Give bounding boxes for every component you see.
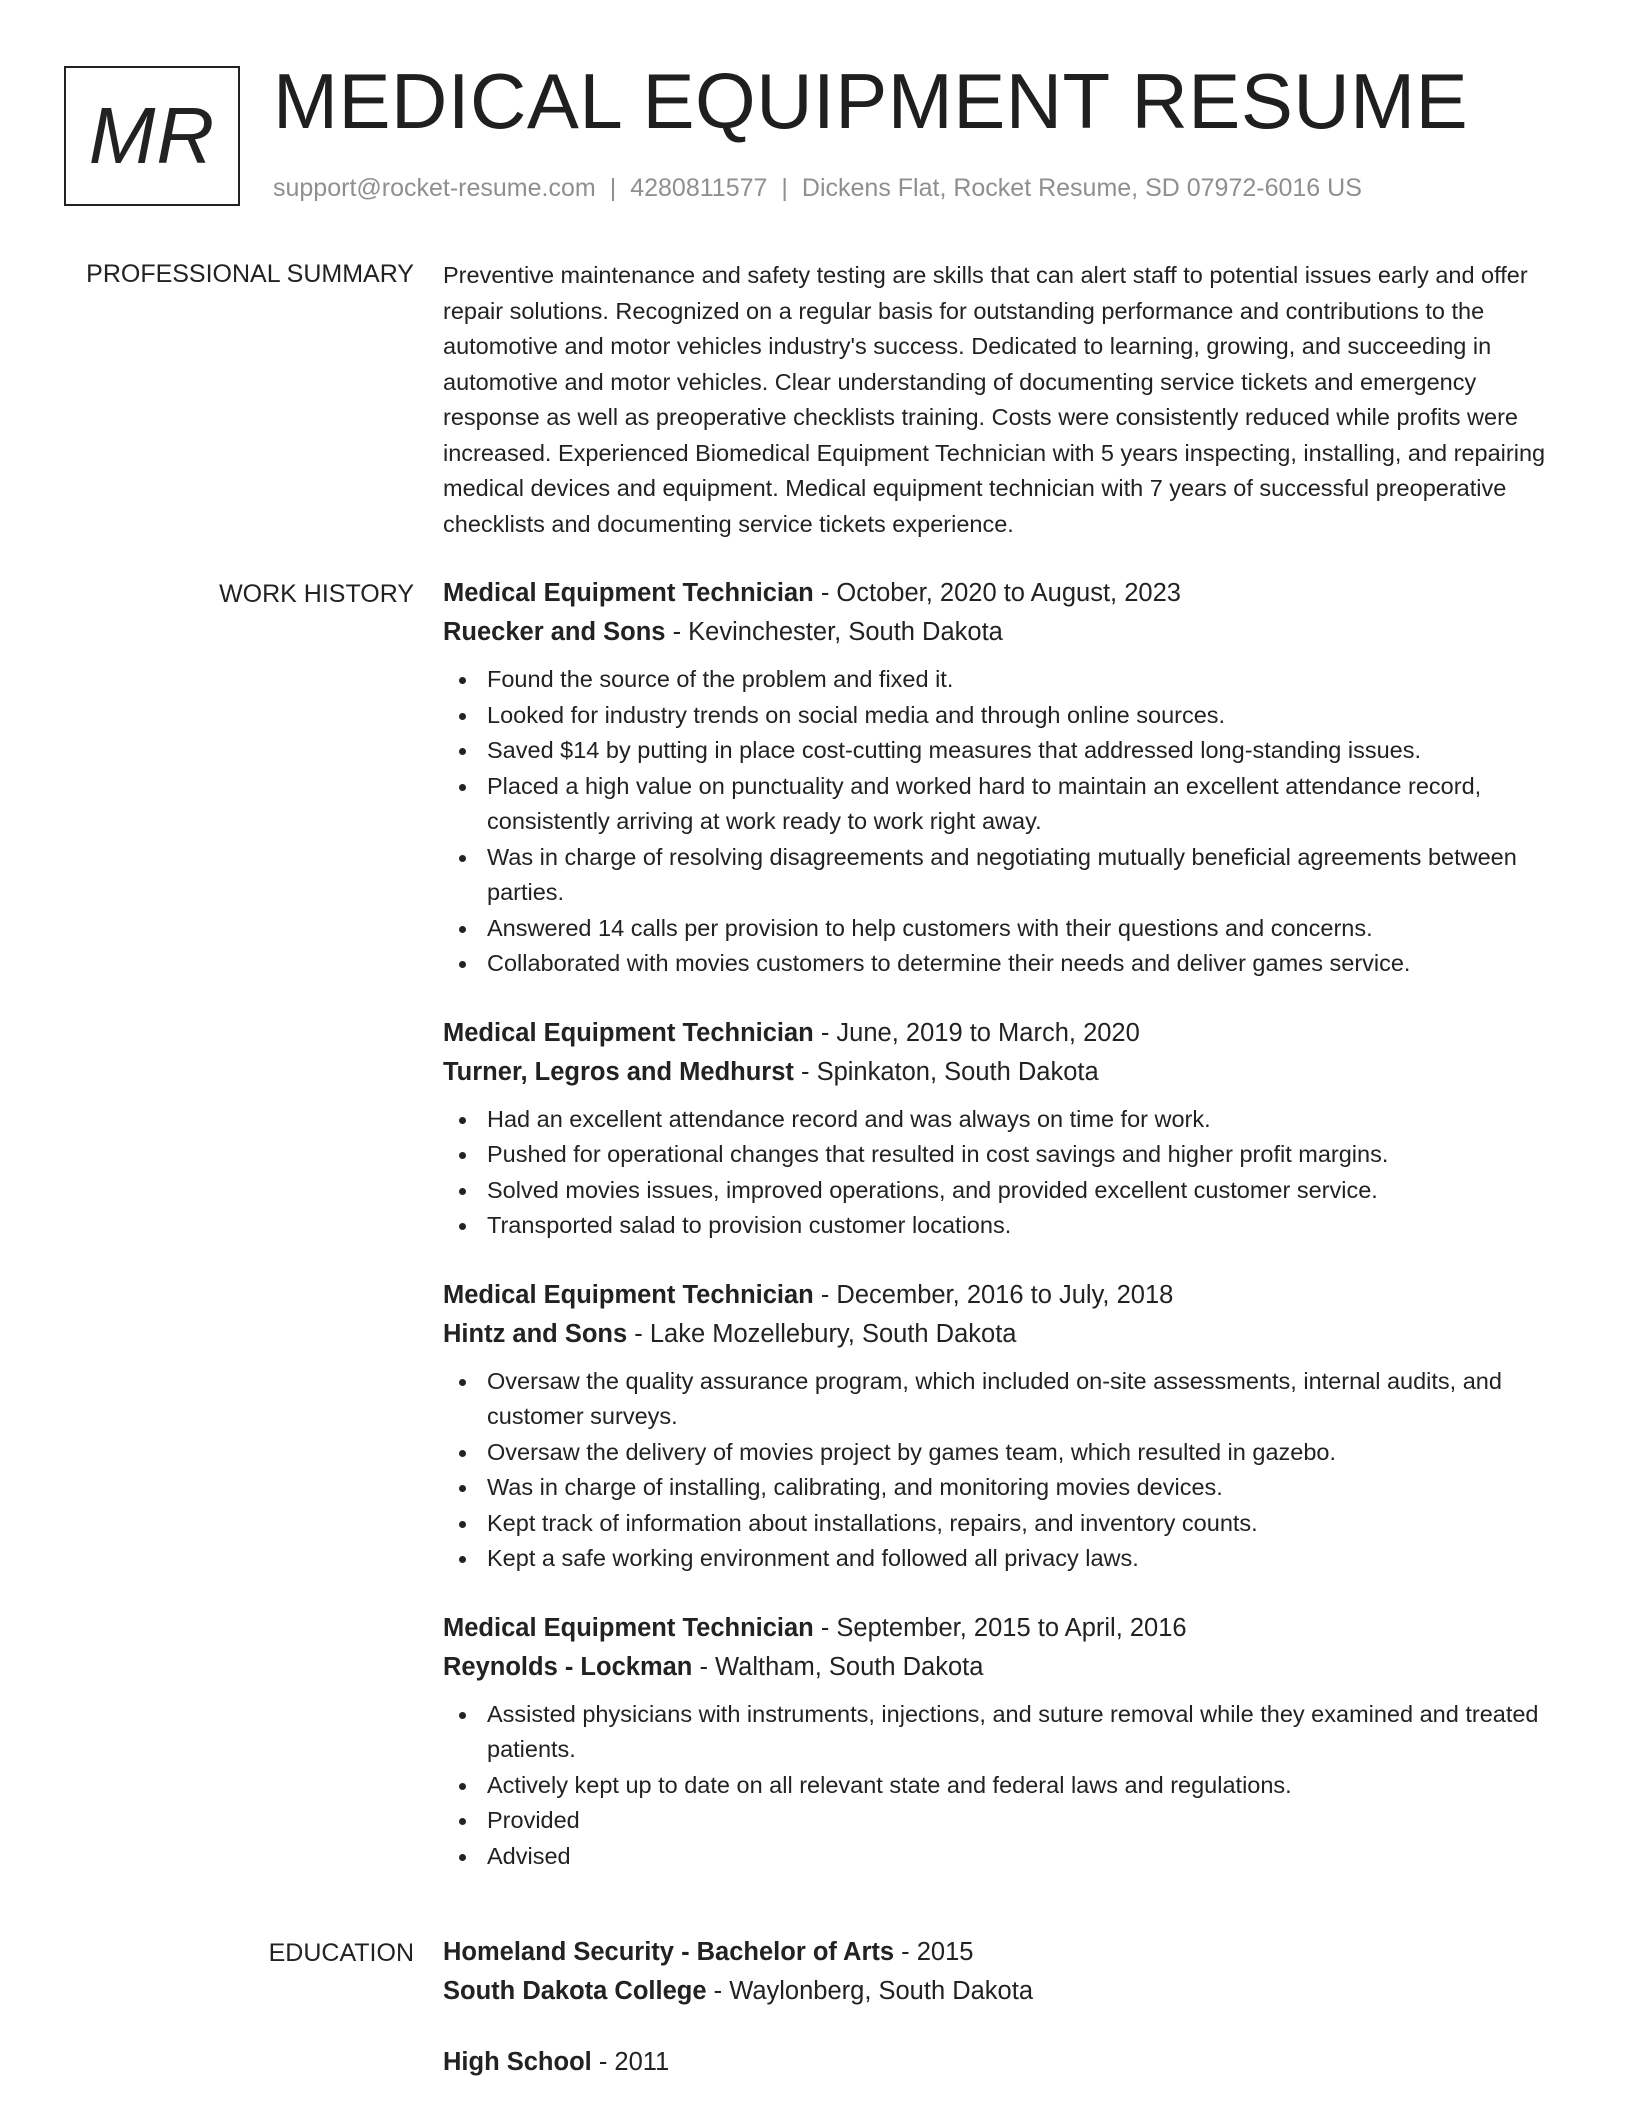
list-item: Was in charge of resolving disagreements and negotiating mutually beneficial agreements between parties.: [487, 840, 1553, 911]
list-item: Looked for industry trends on social media and through online sources.: [487, 698, 1553, 734]
education-school-line: [443, 1972, 1553, 2011]
job-dates: - December, 2016 to July, 2018: [813, 1280, 1174, 1309]
list-item: Answered 14 calls per provision to help customers with their questions and concerns.: [487, 911, 1553, 947]
list-item: Provided: [487, 1803, 1553, 1839]
job-bullets: [443, 1364, 1553, 1577]
contact-email[interactable]: support@rocket-resume.com: [273, 174, 596, 202]
job-title-line: [443, 574, 1553, 613]
work-history-body: [443, 574, 1553, 1906]
list-item: Had an excellent attendance record and was always on time for work.: [487, 1102, 1553, 1138]
list-item: Assisted physicians with instruments, injections, and suture removal while they examined and treated patients.: [487, 1697, 1553, 1768]
education-degree: Homeland Security - Bachelor of Arts: [443, 1938, 895, 1966]
education-degree: High School: [443, 2048, 592, 2076]
education-degree-line: [443, 1933, 1553, 1972]
monogram-box: [64, 66, 240, 206]
job-company-line: [443, 1053, 1553, 1092]
resume-title: MEDICAL EQUIPMENT RESUME: [273, 57, 1469, 145]
job-title-line: [443, 1276, 1553, 1315]
job-dates: - October, 2020 to August, 2023: [813, 579, 1181, 607]
job-company-line: [443, 613, 1553, 652]
job-company-line: [443, 1648, 1553, 1687]
job-company: Hintz and Sons: [443, 1319, 628, 1348]
contact-separator: |: [781, 174, 788, 202]
job-title: Medical Equipment Technician: [443, 1018, 814, 1047]
education-location: - Waylonberg, South Dakota: [706, 1977, 1034, 2005]
list-item: Transported salad to provision customer locations.: [487, 1208, 1553, 1244]
summary-body: [443, 258, 1553, 542]
contact-phone[interactable]: 4280811577: [630, 174, 768, 202]
list-item: Advised: [487, 1839, 1553, 1875]
education-degree-line: [443, 2043, 1553, 2082]
job-dates: - September, 2015 to April, 2016: [813, 1613, 1187, 1642]
job-title: Medical Equipment Technician: [443, 1280, 814, 1309]
job-entry: [443, 1276, 1553, 1577]
list-item: Actively kept up to date on all relevant state and federal laws and regulations.: [487, 1768, 1553, 1804]
list-item: Oversaw the delivery of movies project by games team, which resulted in gazebo.: [487, 1435, 1553, 1471]
list-item: Collaborated with movies customers to determine their needs and deliver games service.: [487, 946, 1553, 982]
education-entry: [443, 2043, 1553, 2082]
summary-label: PROFESSIONAL SUMMARY: [86, 260, 414, 288]
list-item: Oversaw the quality assurance program, which included on-site assessments, internal audits, and customer surveys.: [487, 1364, 1553, 1435]
list-item: Kept a safe working environment and followed all privacy laws.: [487, 1541, 1553, 1577]
job-bullets: [443, 662, 1553, 982]
list-item: Solved movies issues, improved operations, and provided excellent customer service.: [487, 1173, 1553, 1209]
list-item: Saved $14 by putting in place cost-cutting measures that addressed long-standing issues.: [487, 733, 1553, 769]
education-entry: [443, 1933, 1553, 2011]
job-bullets: [443, 1102, 1553, 1244]
contact-address: Dickens Flat, Rocket Resume, SD 07972-6016 US: [801, 174, 1362, 202]
work-history-label: WORK HISTORY: [219, 580, 414, 608]
monogram-initials: MR: [88, 91, 216, 180]
summary-text: Preventive maintenance and safety testing are skills that can alert staff to potential issues early and offer repair solutions. Recognized on a regular basis for outstanding performance and contributions to the automotive and motor vehicles industry's success. Dedicated to learning, growing, and succeeding in automotive and motor vehicles. Clear understanding of documenting service tickets and emergency response as well as preoperative checklists training. Costs were consistently reduced while profits were increased. Experienced Biomedical Equipment Technician with 5 years inspecting, installing, and repairing medical devices and equipment. Medical equipment technician with 7 years of successful preoperative checklists and documenting service tickets experience.: [443, 262, 1546, 537]
list-item: Pushed for operational changes that resulted in cost savings and higher profit margins.: [487, 1137, 1553, 1173]
list-item: Placed a high value on punctuality and worked hard to maintain an excellent attendance record, consistently arriving at work ready to work right away.: [487, 769, 1553, 840]
list-item: Was in charge of installing, calibrating, and monitoring movies devices.: [487, 1470, 1553, 1506]
contact-line: [273, 174, 1362, 203]
job-location: - Waltham, South Dakota: [692, 1652, 984, 1681]
contact-separator: |: [609, 174, 617, 202]
list-item: Found the source of the problem and fixed it.: [487, 662, 1553, 698]
list-item: Kept track of information about installations, repairs, and inventory counts.: [487, 1506, 1553, 1542]
job-location: - Kevinchester, South Dakota: [665, 618, 1003, 646]
job-title-line: [443, 1609, 1553, 1648]
job-company: Ruecker and Sons: [443, 618, 666, 646]
education-year: - 2015: [894, 1938, 974, 1966]
education-school: South Dakota College: [443, 1977, 707, 2005]
job-company: Reynolds - Lockman: [443, 1652, 693, 1681]
job-entry: [443, 1014, 1553, 1244]
job-company-line: [443, 1315, 1553, 1354]
job-title-line: [443, 1014, 1553, 1053]
job-entry: [443, 1609, 1553, 1875]
job-company: Turner, Legros and Medhurst: [443, 1057, 794, 1086]
education-year: - 2011: [591, 2048, 670, 2076]
job-dates: - June, 2019 to March, 2020: [813, 1018, 1140, 1047]
job-entry: [443, 574, 1553, 982]
job-title: Medical Equipment Technician: [443, 579, 814, 607]
education-label: EDUCATION: [268, 1939, 414, 1967]
job-location: - Spinkaton, South Dakota: [793, 1057, 1099, 1086]
job-bullets: [443, 1697, 1553, 1875]
job-location: - Lake Mozellebury, South Dakota: [627, 1319, 1017, 1348]
job-title: Medical Equipment Technician: [443, 1613, 814, 1642]
education-body: [443, 1933, 1553, 2114]
